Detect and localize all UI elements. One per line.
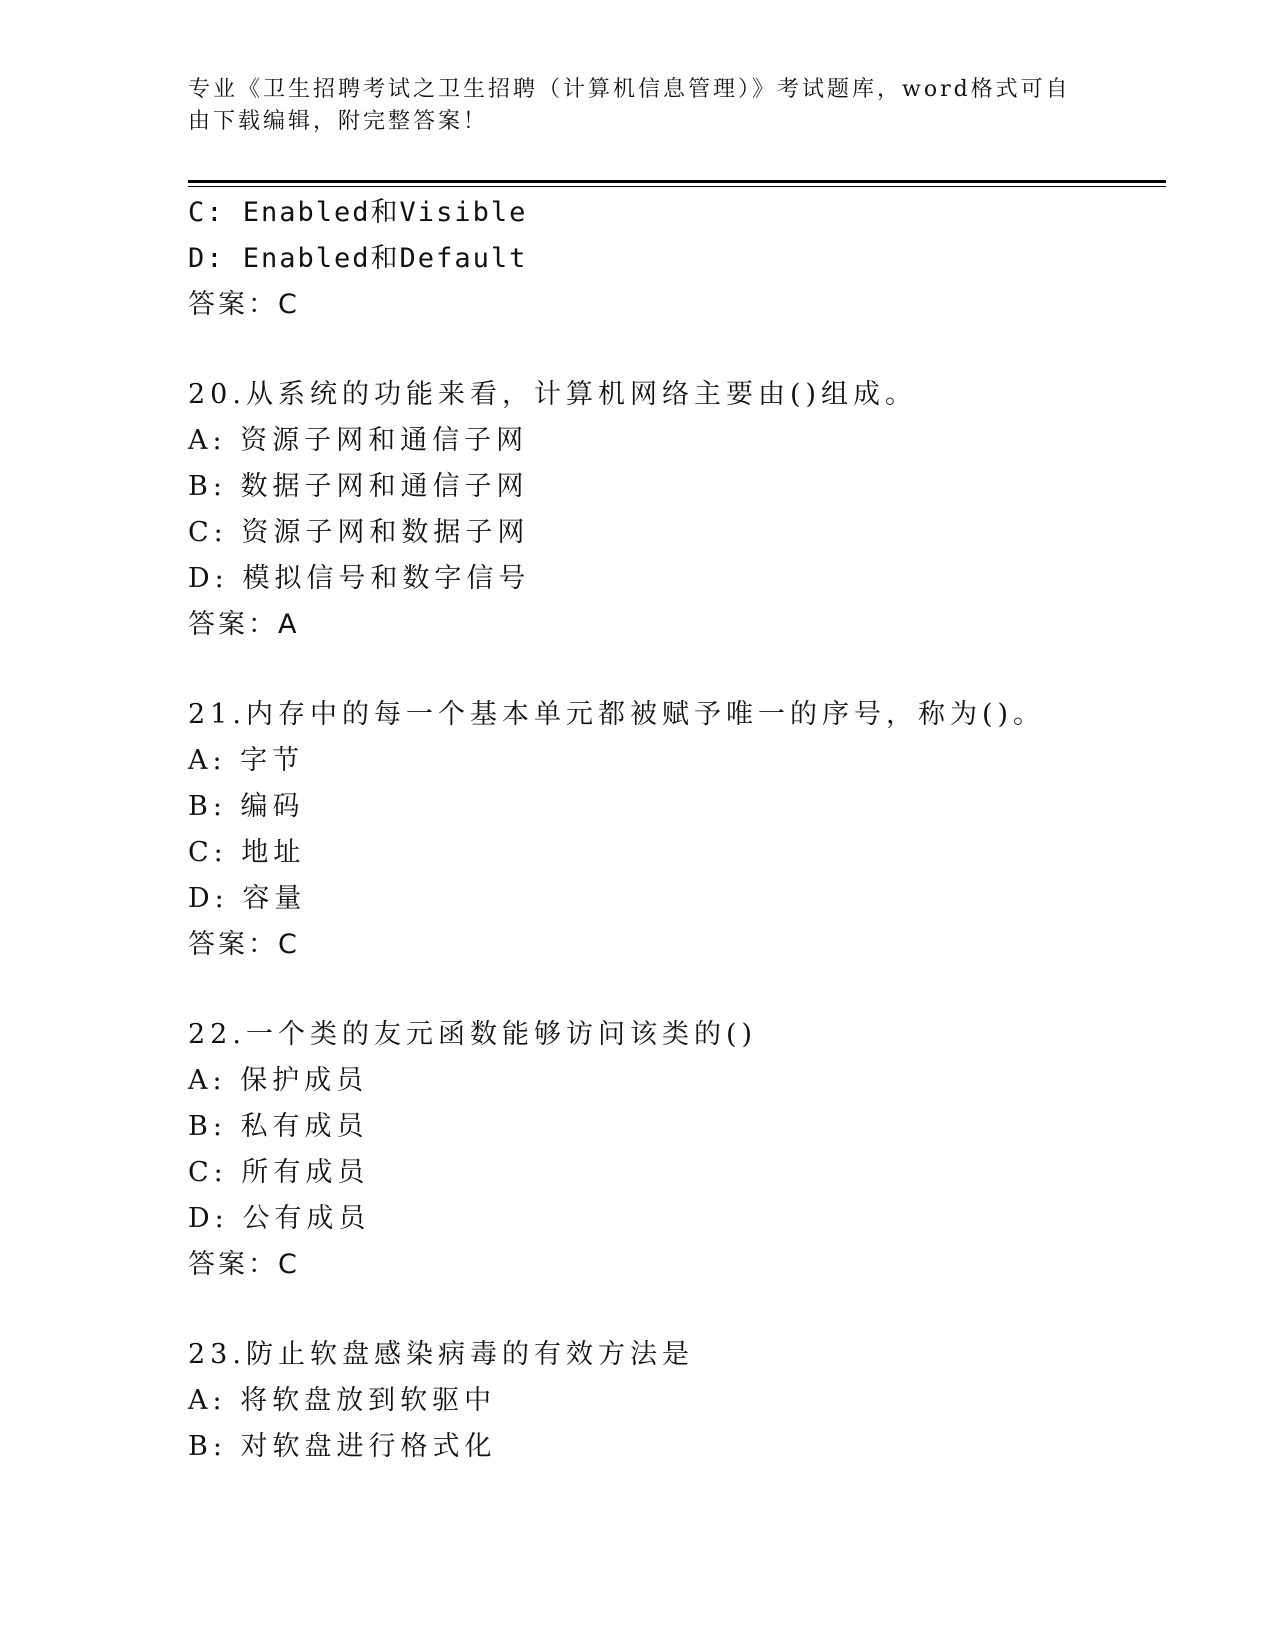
question-19-tail (188, 190, 1148, 328)
question-stem: 20.从系统的功能来看，计算机网络主要由()组成。 (188, 379, 918, 410)
option-a: A: 保护成员 (188, 1065, 369, 1096)
answer: 答案：A (188, 609, 300, 640)
option-c: C: 地址 (188, 837, 306, 868)
option-c: C: 所有成员 (188, 1157, 370, 1188)
option-b: B: 对软盘进行格式化 (188, 1431, 497, 1462)
option-b: B: 私有成员 (188, 1111, 369, 1142)
answer: 答案：C (188, 289, 300, 320)
answer: 答案：C (188, 1249, 300, 1280)
option-d: D: 模拟信号和数字信号 (188, 563, 531, 594)
question-22 (188, 1012, 1148, 1288)
option-d: D: Enabled和Default (188, 243, 528, 274)
question-stem: 22.一个类的友元函数能够访问该类的() (188, 1019, 758, 1050)
answer: 答案：C (188, 929, 300, 960)
question-stem: 21.内存中的每一个基本单元都被赋予唯一的序号，称为()。 (188, 699, 1046, 730)
option-b: B: 数据子网和通信子网 (188, 471, 529, 502)
document-header: 专业《卫生招聘考试之卫生招聘（计算机信息管理）》考试题库，word格式可自由下载编辑，附完整答案！ (188, 77, 1071, 134)
question-21 (188, 692, 1148, 968)
question-stem: 23.防止软盘感染病毒的有效方法是 (188, 1339, 694, 1370)
option-d: D: 公有成员 (188, 1203, 371, 1234)
option-d: D: 容量 (188, 883, 307, 914)
option-a: A: 字节 (188, 745, 305, 776)
question-23 (188, 1332, 1148, 1470)
option-c: C: Enabled和Visible (188, 197, 528, 228)
question-20 (188, 372, 1148, 648)
option-c: C: 资源子网和数据子网 (188, 517, 530, 548)
option-a: A: 将软盘放到软驱中 (188, 1385, 497, 1416)
option-a: A: 资源子网和通信子网 (188, 425, 529, 456)
header-divider (188, 180, 1166, 183)
option-b: B: 编码 (188, 791, 305, 822)
question-list (188, 190, 1148, 1470)
header-divider-thin (188, 186, 1166, 187)
